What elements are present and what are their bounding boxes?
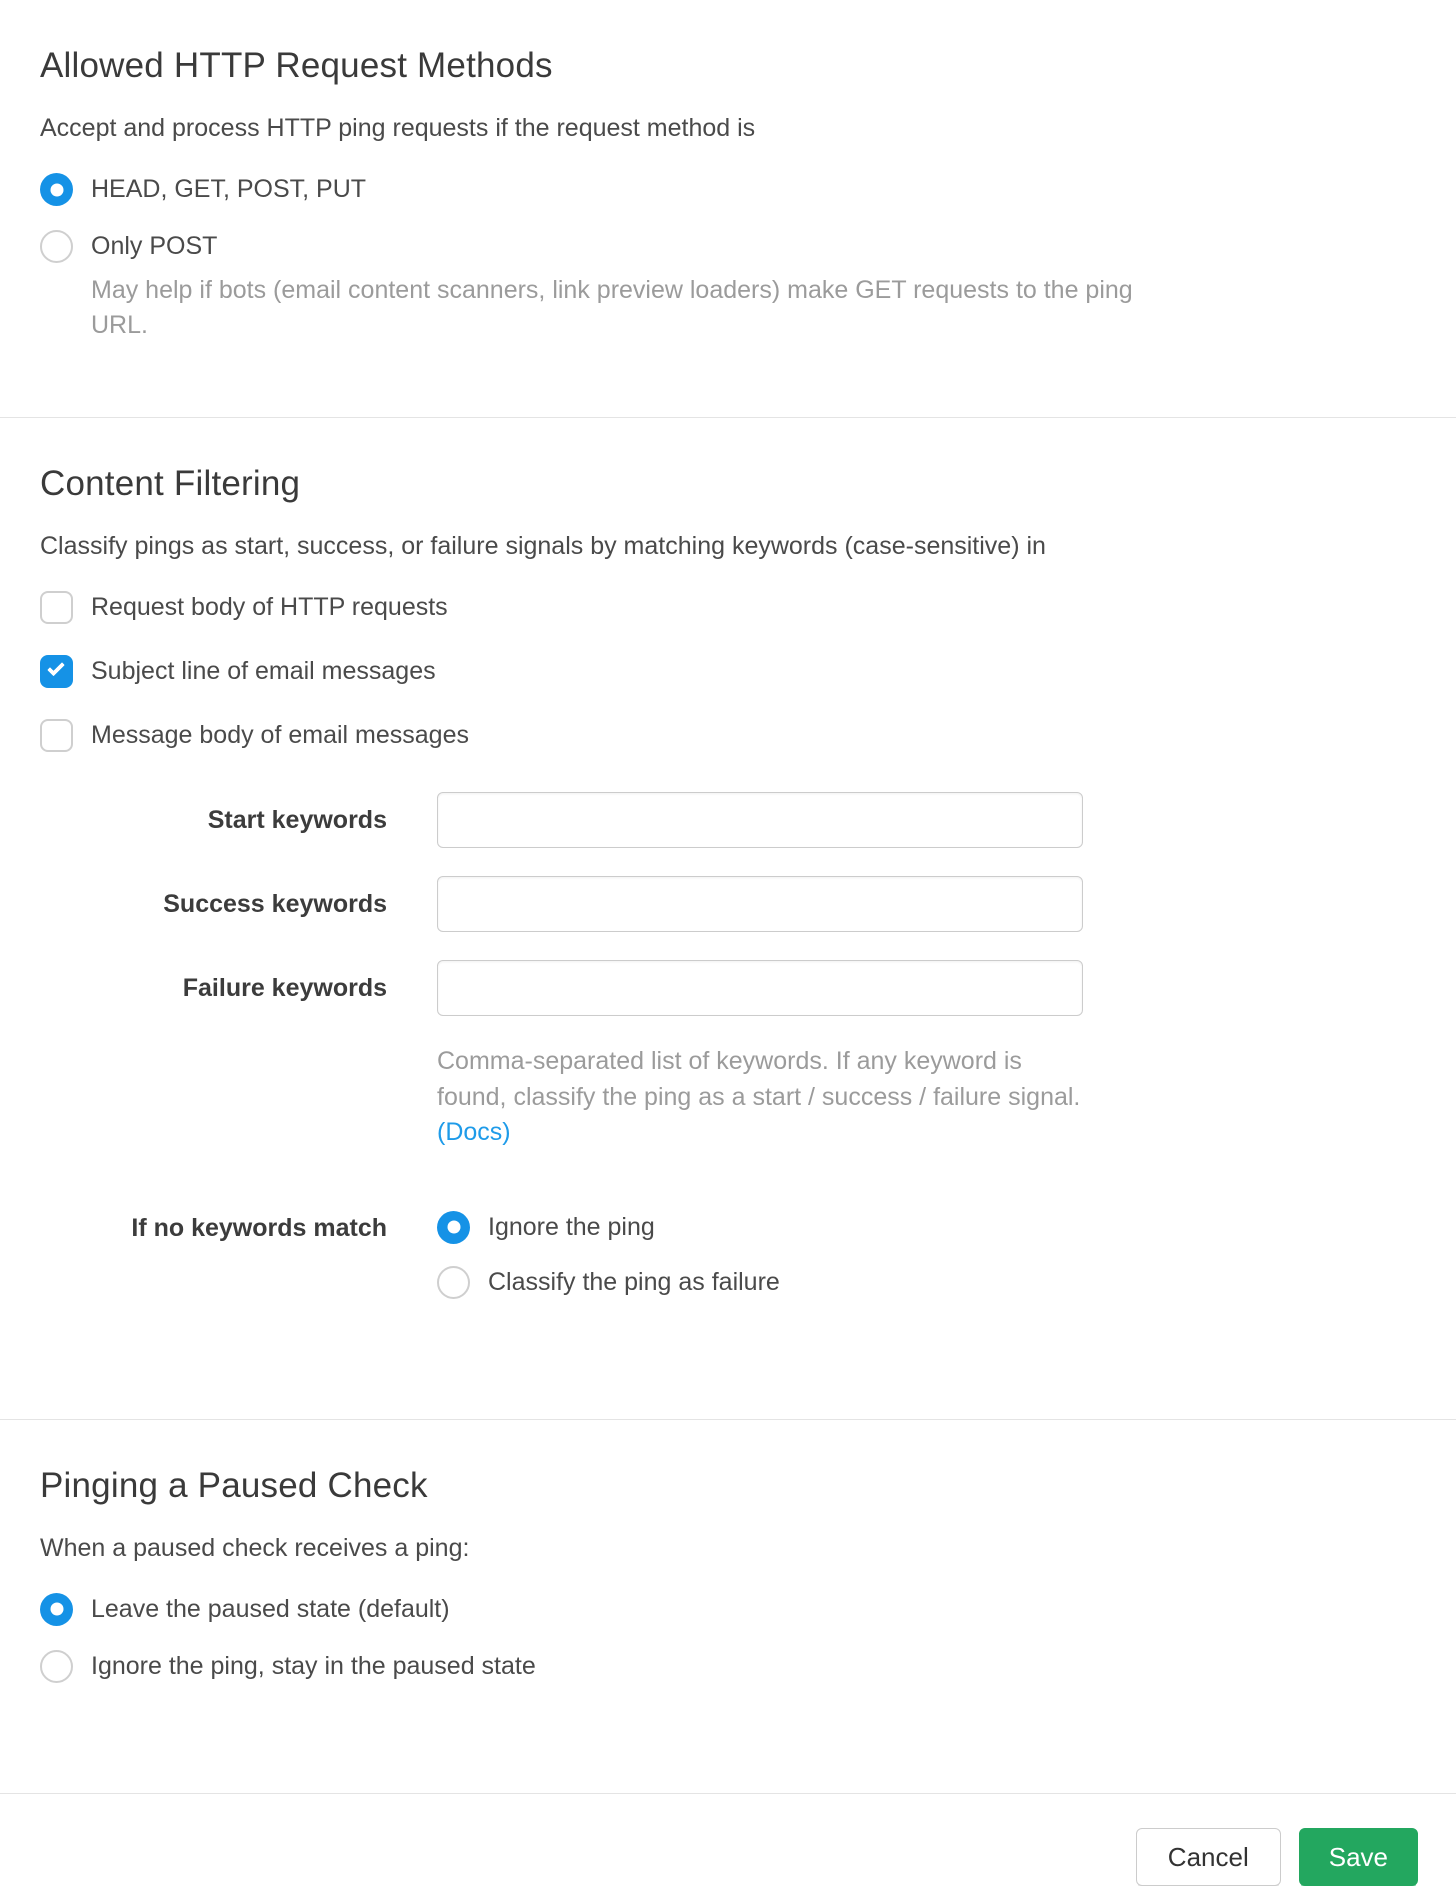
no-keywords-match-group (40, 1211, 1416, 1299)
keywords-help-body: Comma-separated list of keywords. If any keyword is found, classify the ping as a start / success / failure signal. (437, 1047, 1081, 1111)
radio-label-all-methods: HEAD, GET, POST, PUT (91, 175, 367, 203)
radio-button-icon[interactable] (437, 1266, 470, 1299)
section-title-http-methods: Allowed HTTP Request Methods (40, 46, 553, 85)
checkbox-row-request-body[interactable] (40, 591, 1416, 624)
radio-row-all-methods[interactable] (40, 173, 1416, 206)
radio-row-stay-paused[interactable] (40, 1650, 1416, 1683)
failure-keywords-input[interactable] (437, 960, 1083, 1016)
radio-button-icon[interactable] (40, 173, 73, 206)
start-keywords-label: Start keywords (207, 805, 387, 834)
radio-row-only-post[interactable] (40, 230, 1416, 263)
radio-button-icon[interactable] (40, 1593, 73, 1626)
section-http-methods (0, 0, 1456, 418)
no-keywords-match-label: If no keywords match (131, 1213, 387, 1242)
form-row-failure-keywords (40, 960, 1416, 1016)
radio-button-icon[interactable] (437, 1211, 470, 1244)
docs-link[interactable]: (Docs) (437, 1118, 511, 1146)
section-title-content-filtering: Content Filtering (40, 464, 301, 503)
checkbox-label-email-subject: Subject line of email messages (91, 657, 436, 685)
radio-row-classify-failure[interactable] (437, 1266, 780, 1299)
no-match-options (437, 1211, 780, 1299)
radio-row-ignore-ping[interactable] (437, 1211, 780, 1244)
success-keywords-input[interactable] (437, 876, 1083, 932)
http-methods-description: Accept and process HTTP ping requests if the request method is (40, 114, 756, 142)
radio-button-icon[interactable] (40, 230, 73, 263)
checkbox-icon[interactable] (40, 591, 73, 624)
radio-row-leave-paused[interactable] (40, 1593, 1416, 1626)
form-footer (0, 1794, 1456, 1886)
radio-label-classify-failure: Classify the ping as failure (488, 1267, 780, 1296)
checkbox-row-email-subject[interactable] (40, 655, 1416, 688)
keywords-help-text (437, 1044, 1097, 1151)
section-paused-check (0, 1420, 1456, 1794)
save-button[interactable]: Save (1299, 1828, 1418, 1886)
radio-label-only-post: Only POST (91, 232, 218, 260)
only-post-help-text: May help if bots (email content scanners, link preview loaders) make GET requests to the ping URL. (91, 276, 1133, 339)
success-keywords-label: Success keywords (163, 889, 387, 918)
radio-button-icon[interactable] (40, 1650, 73, 1683)
checkbox-icon[interactable] (40, 719, 73, 752)
form-row-success-keywords (40, 876, 1416, 932)
start-keywords-input[interactable] (437, 792, 1083, 848)
form-row-start-keywords (40, 792, 1416, 848)
radio-label-stay-paused: Ignore the ping, stay in the paused state (91, 1651, 536, 1680)
radio-label-leave-paused: Leave the paused state (default) (91, 1594, 450, 1623)
section-title-paused-check: Pinging a Paused Check (40, 1465, 428, 1505)
section-content-filtering (0, 418, 1456, 1420)
paused-check-description: When a paused check receives a ping: (40, 1533, 470, 1562)
failure-keywords-label: Failure keywords (182, 973, 387, 1002)
checkmark-icon (47, 659, 65, 677)
radio-label-ignore-ping: Ignore the ping (488, 1212, 655, 1241)
checkbox-label-request-body: Request body of HTTP requests (91, 593, 448, 621)
cancel-button[interactable]: Cancel (1136, 1828, 1281, 1886)
checkbox-row-email-body[interactable] (40, 719, 1416, 752)
content-filtering-description: Classify pings as start, success, or failure signals by matching keywords (case-sensitive) in (40, 532, 1046, 560)
keyword-source-checkbox-group (40, 591, 1416, 752)
checkbox-label-email-body: Message body of email messages (91, 721, 469, 749)
checkbox-icon[interactable] (40, 655, 73, 688)
